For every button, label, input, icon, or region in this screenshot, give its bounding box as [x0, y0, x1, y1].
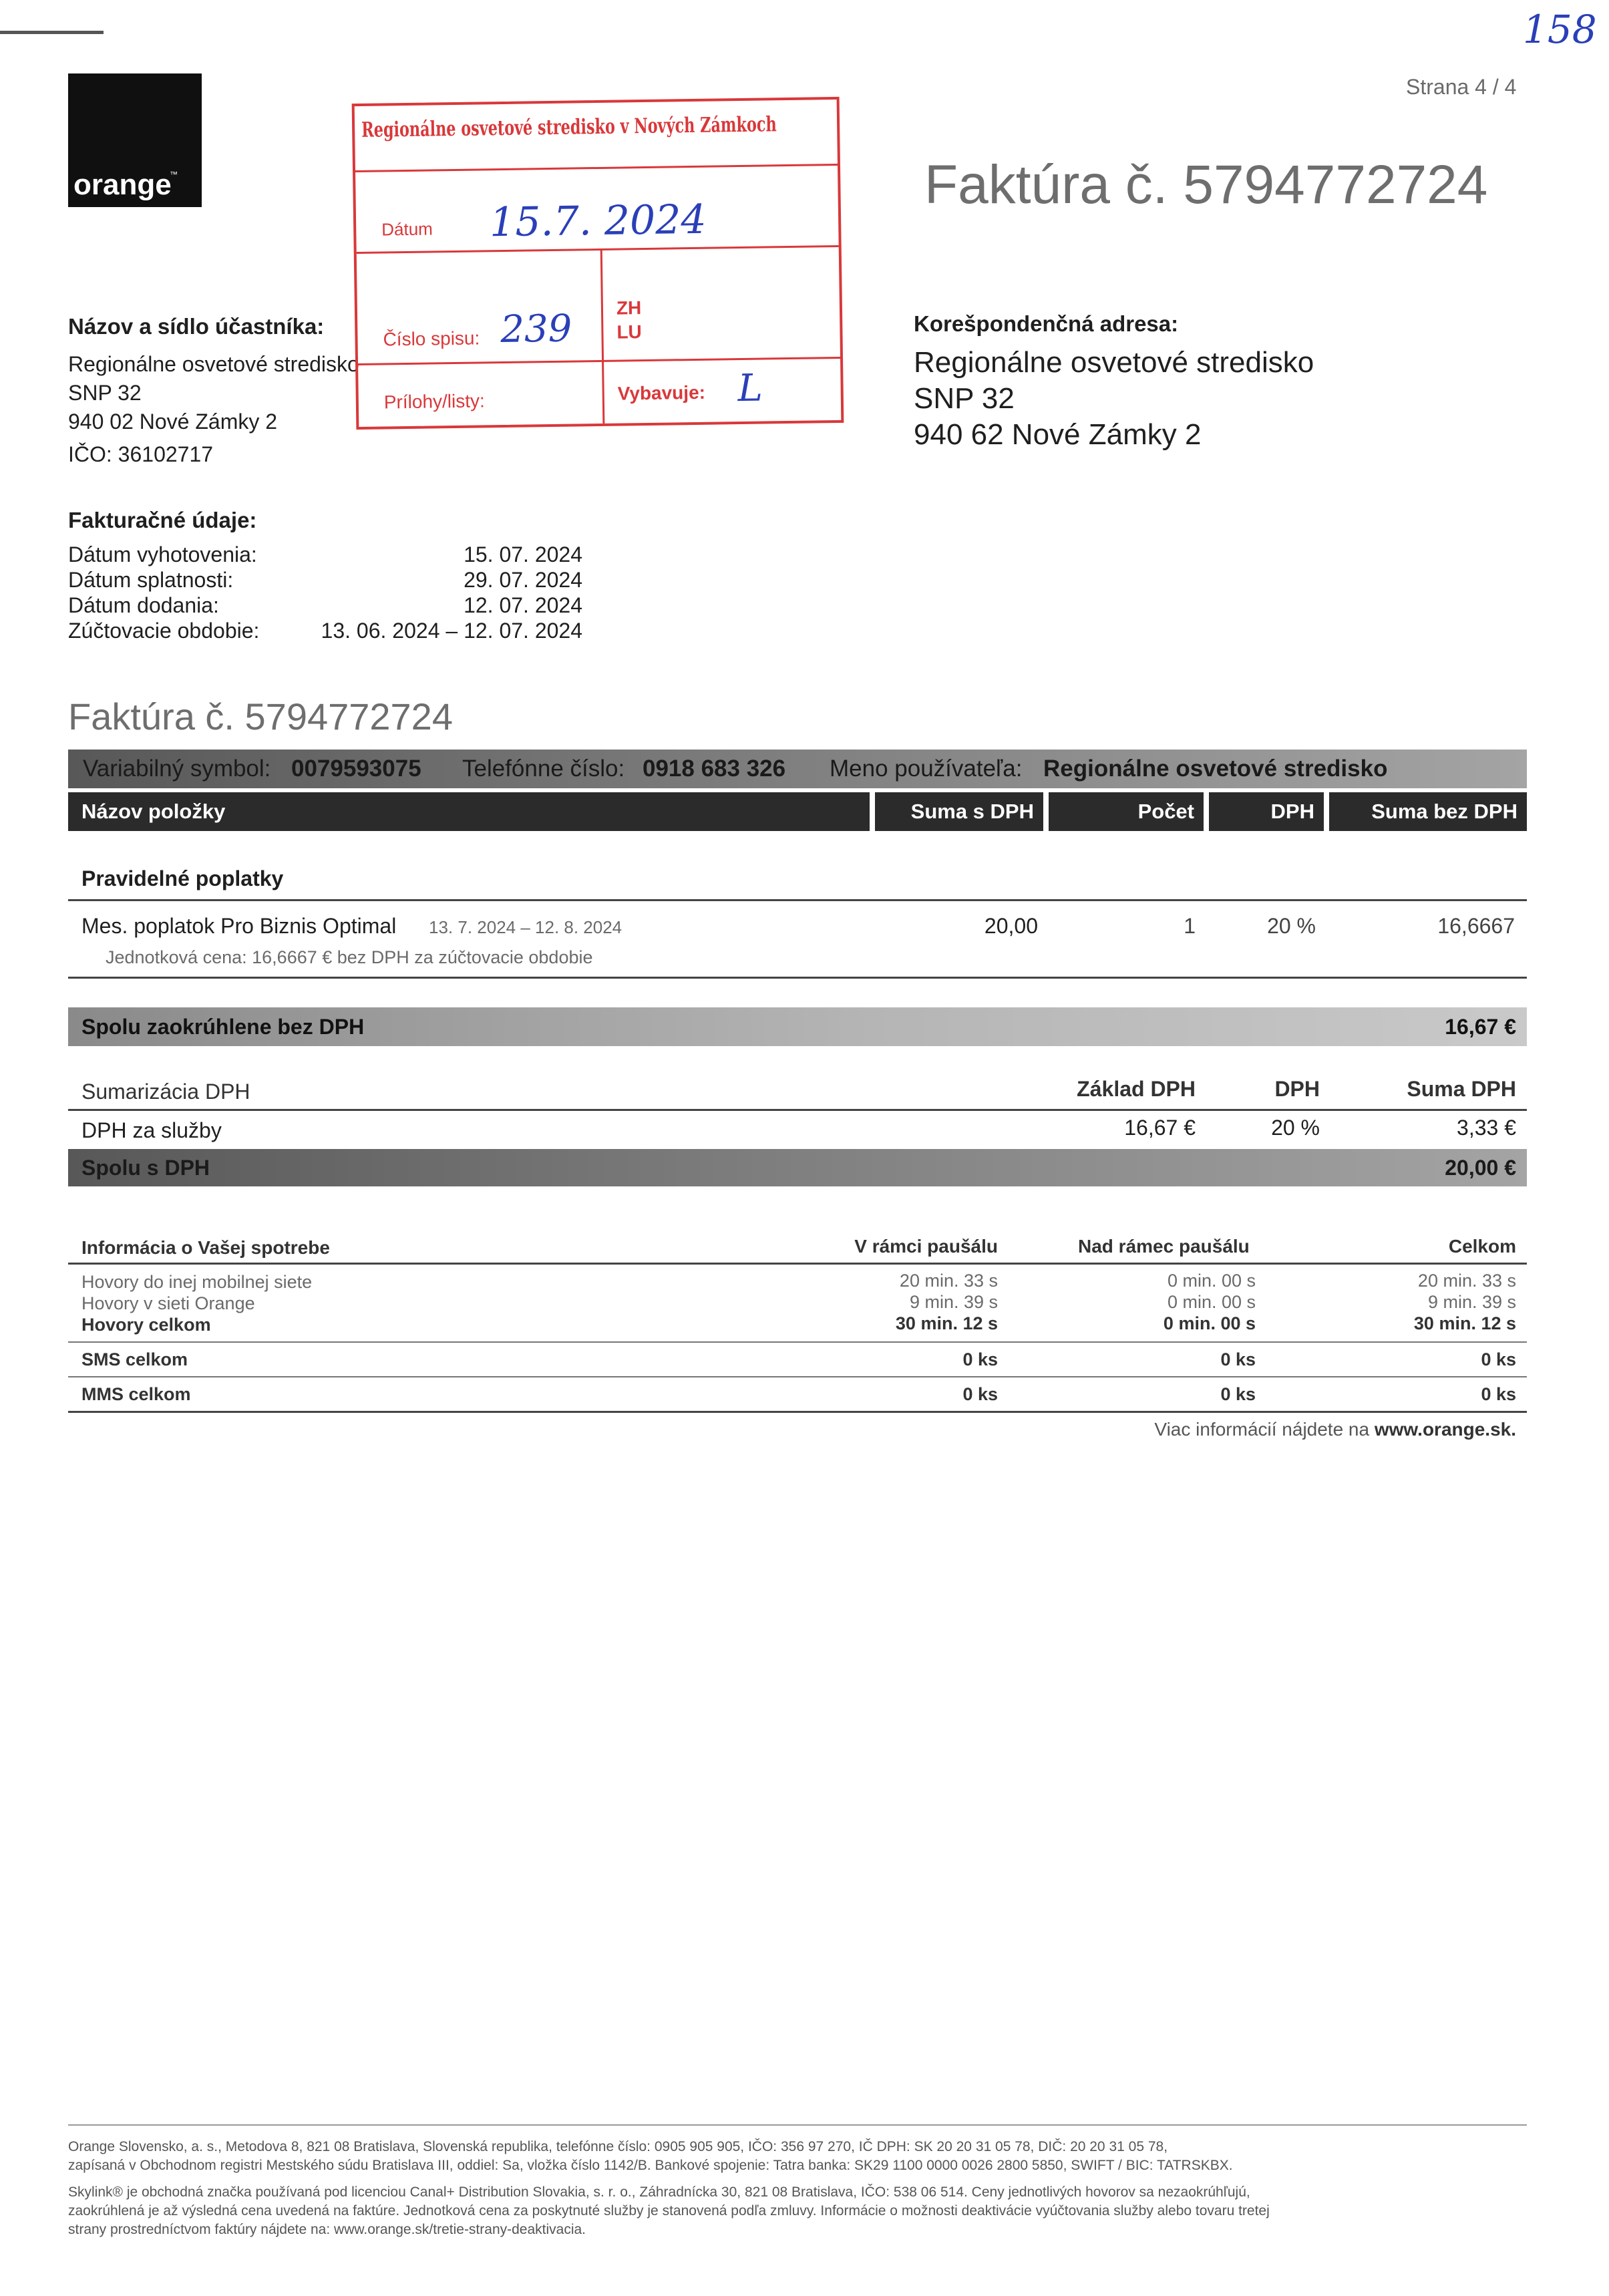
total-without-vat-value: 16,67 €: [1445, 1015, 1516, 1039]
usage-row-total: 9 min. 39 s: [1427, 1292, 1516, 1312]
correspondence-heading: Korešpondenčná adresa:: [914, 311, 1179, 336]
billing-block: [68, 508, 582, 644]
usage-row-within: 30 min. 12 s: [895, 1313, 998, 1333]
orange-logo: [68, 73, 202, 207]
footer-company-line: Orange Slovensko, a. s., Metodova 8, 821 08 Bratislava, Slovenská republika, telefónne číslo: 0905 905 905, IČO: 356 97 270, IČ DPH: SK 20 20 31 05 78, DIČ: 20 20 31 05 78,: [68, 2139, 1168, 2154]
divider: [68, 1376, 1527, 1377]
usage-row-total: 30 min. 12 s: [1413, 1313, 1516, 1333]
footer-divider: [68, 2124, 1527, 2126]
stamp-title: Regionálne osvetové stredisko v Nových Zámkoch: [361, 112, 777, 142]
total-without-vat-bar: [68, 1007, 1527, 1046]
billing-label: Zúčtovacie obdobie:: [68, 619, 260, 643]
col-vat: DPH: [1209, 792, 1324, 831]
correspondence-line: 940 62 Nové Zámky 2: [914, 418, 1202, 451]
billing-label: Dátum dodania:: [68, 593, 219, 617]
item-amount-no-vat: 16,6667: [1437, 914, 1515, 938]
sms-within: 0 ks: [962, 1349, 998, 1369]
billing-value: 12. 07. 2024: [464, 593, 582, 617]
subscriber-line: Regionálne osvetové stredisko: [68, 352, 359, 376]
mms-over: 0 ks: [1220, 1384, 1256, 1404]
item-period: 13. 7. 2024 – 12. 8. 2024: [429, 917, 622, 937]
footer-registry-line: zapísaná v Obchodnom registri Mestského súdu Bratislava III, oddiel: Sa, vložka číslo 1142/B. Bankové spojenie: Tatra banka: SK29 1100 0000 0026 2800 5850, SWIFT / BIC: TATRSKBX.: [68, 2158, 1233, 2173]
footer: [68, 2138, 1527, 2239]
divider: [68, 1263, 1527, 1265]
subscriber-line: SNP 32: [68, 381, 142, 405]
divider: [68, 1109, 1527, 1111]
vs-label: Variabilný symbol:: [83, 756, 271, 782]
correspondence-line: SNP 32: [914, 382, 1015, 415]
section-regular-fees: Pravidelné poplatky: [81, 866, 284, 890]
usage-row-over: 0 min. 00 s: [1163, 1313, 1256, 1333]
usage-total-heading: Celkom: [1448, 1236, 1516, 1257]
scan-mark: [0, 31, 104, 34]
usage-within-heading: V rámci paušálu: [854, 1236, 998, 1257]
invoice-subtitle: Faktúra č. 5794772724: [68, 695, 453, 737]
billing-label: Dátum splatnosti:: [68, 568, 234, 592]
item-name: Mes. poplatok Pro Biznis Optimal: [81, 914, 397, 938]
stamp-file-value: 239: [500, 307, 572, 352]
usage-row-within: 20 min. 33 s: [899, 1271, 998, 1291]
usage-row-over: 0 min. 00 s: [1167, 1271, 1256, 1291]
footer-skylink-line: Skylink® je obchodná značka používaná pod licenciou Canal+ Distribution Slovakia, s. r. o., Záhradnícka 30, 821 08 Bratislava, IČO: 538 06 514. Ceny jednotlivých hovorov sa nezaokrúhľujú,: [68, 2184, 1250, 2200]
mms-within: 0 ks: [962, 1384, 998, 1404]
stamp-attachments-label: Prílohy/listy:: [383, 390, 486, 413]
usage-row-label: Hovory do inej mobilnej siete: [81, 1272, 313, 1292]
item-count: 1: [1184, 914, 1196, 938]
subscriber-heading: Názov a sídlo účastníka:: [68, 314, 325, 339]
divider: [68, 1341, 1527, 1343]
billing-value: 13. 06. 2024 – 12. 07. 2024: [321, 619, 582, 643]
item-vat: 20 %: [1267, 914, 1316, 938]
col-item-name: Názov položky: [68, 792, 870, 831]
total-without-vat-label: Spolu zaokrúhlene bez DPH: [81, 1015, 365, 1039]
sms-over: 0 ks: [1220, 1349, 1256, 1369]
more-info-text: Viac informácií nájdete na: [1154, 1419, 1370, 1440]
stamp-file-label: Číslo spisu:: [383, 327, 480, 350]
subscriber-ico: IČO: 36102717: [68, 442, 214, 466]
divider: [68, 899, 1527, 901]
footer-pricing-line: zaokrúhlená je až výsledná cena uvedená na faktúre. Jednotková cena za poskytnuté služby je stanovená podľa zmluvy. Informácie o možnosti deaktivácie vyúčtovania služby alebo tovaru tretej: [68, 2203, 1270, 2219]
total-with-vat-bar: [68, 1149, 1527, 1186]
vat-summary-heading: Sumarizácia DPH: [81, 1080, 250, 1104]
page-indicator: Strana 4 / 4: [1406, 75, 1517, 99]
vat-row-label: DPH za služby: [81, 1118, 222, 1142]
billing-label: Dátum vyhotovenia:: [68, 542, 257, 566]
stamp-handled-value: L: [737, 366, 763, 411]
items-header: [68, 792, 1527, 831]
usage-row-label: Hovory celkom: [81, 1315, 211, 1335]
usage-over-heading: Nad rámec paušálu: [1078, 1236, 1250, 1257]
vat-sum-heading: Suma DPH: [1407, 1077, 1516, 1101]
registry-stamp: [352, 97, 844, 430]
divider: [68, 1411, 1527, 1413]
stamp-handled-label: Vybavuje:: [617, 381, 706, 404]
phone-value: 0918 683 326: [643, 756, 786, 782]
logo-text: orange: [73, 168, 172, 201]
more-info: [1002, 1419, 1516, 1440]
usage-row-total: 20 min. 33 s: [1417, 1271, 1516, 1291]
subscriber-block: [68, 314, 359, 472]
correspondence-line: Regionálne osvetové stredisko: [914, 346, 1314, 379]
handwritten-page-number: 158: [1523, 7, 1597, 52]
user-label: Meno používateľa:: [830, 756, 1023, 782]
item-unit-note: Jednotková cena: 16,6667 € bez DPH za zúčtovacie obdobie: [106, 947, 593, 967]
usage-row-over: 0 min. 00 s: [1167, 1292, 1256, 1312]
stamp-codes: ZH LU: [616, 297, 642, 343]
invoice-title: Faktúra č. 5794772724: [924, 154, 1488, 215]
vs-value: 0079593075: [291, 756, 421, 782]
mms-label: MMS celkom: [81, 1384, 191, 1404]
stamp-date-label: Dátum: [381, 218, 433, 240]
col-amount-vat: Suma s DPH: [875, 792, 1043, 831]
total-with-vat-value: 20,00 €: [1445, 1156, 1516, 1180]
col-count: Počet: [1049, 792, 1204, 831]
col-amount-no-vat: Suma bez DPH: [1329, 792, 1527, 831]
vat-row-base: 16,67 €: [1124, 1116, 1196, 1140]
usage-heading: Informácia o Vašej spotrebe: [81, 1237, 330, 1258]
user-value: Regionálne osvetové stredisko: [1043, 756, 1388, 782]
correspondence-block: [914, 311, 1314, 453]
billing-value: 15. 07. 2024: [464, 542, 582, 566]
total-with-vat-label: Spolu s DPH: [81, 1156, 210, 1180]
vat-base-heading: Základ DPH: [1077, 1077, 1196, 1101]
subscriber-line: 940 02 Nové Zámky 2: [68, 409, 278, 434]
stamp-date-value: 15.7. 2024: [489, 196, 707, 247]
footer-deactivation-line: strany prostredníctvom faktúry nájdete na: www.orange.sk/tretie-strany-deaktivacia.: [68, 2222, 586, 2237]
usage-row-label: Hovory v sieti Orange: [81, 1293, 255, 1313]
orange-website-link[interactable]: www.orange.sk.: [1374, 1419, 1516, 1440]
usage-row-within: 9 min. 39 s: [909, 1292, 998, 1312]
billing-heading: Fakturačné údaje:: [68, 508, 257, 532]
logo-tm: ™: [170, 170, 178, 179]
vat-rate-heading: DPH: [1274, 1077, 1320, 1101]
divider: [68, 977, 1527, 979]
vat-row-sum: 3,33 €: [1457, 1116, 1516, 1140]
info-bar: [68, 750, 1527, 788]
item-amount-vat: 20,00: [984, 914, 1038, 938]
vat-row-rate: 20 %: [1271, 1116, 1320, 1140]
sms-label: SMS celkom: [81, 1349, 188, 1369]
mms-total: 0 ks: [1481, 1384, 1516, 1404]
sms-total: 0 ks: [1481, 1349, 1516, 1369]
phone-label: Telefónne číslo:: [462, 756, 625, 782]
billing-value: 29. 07. 2024: [464, 568, 582, 592]
